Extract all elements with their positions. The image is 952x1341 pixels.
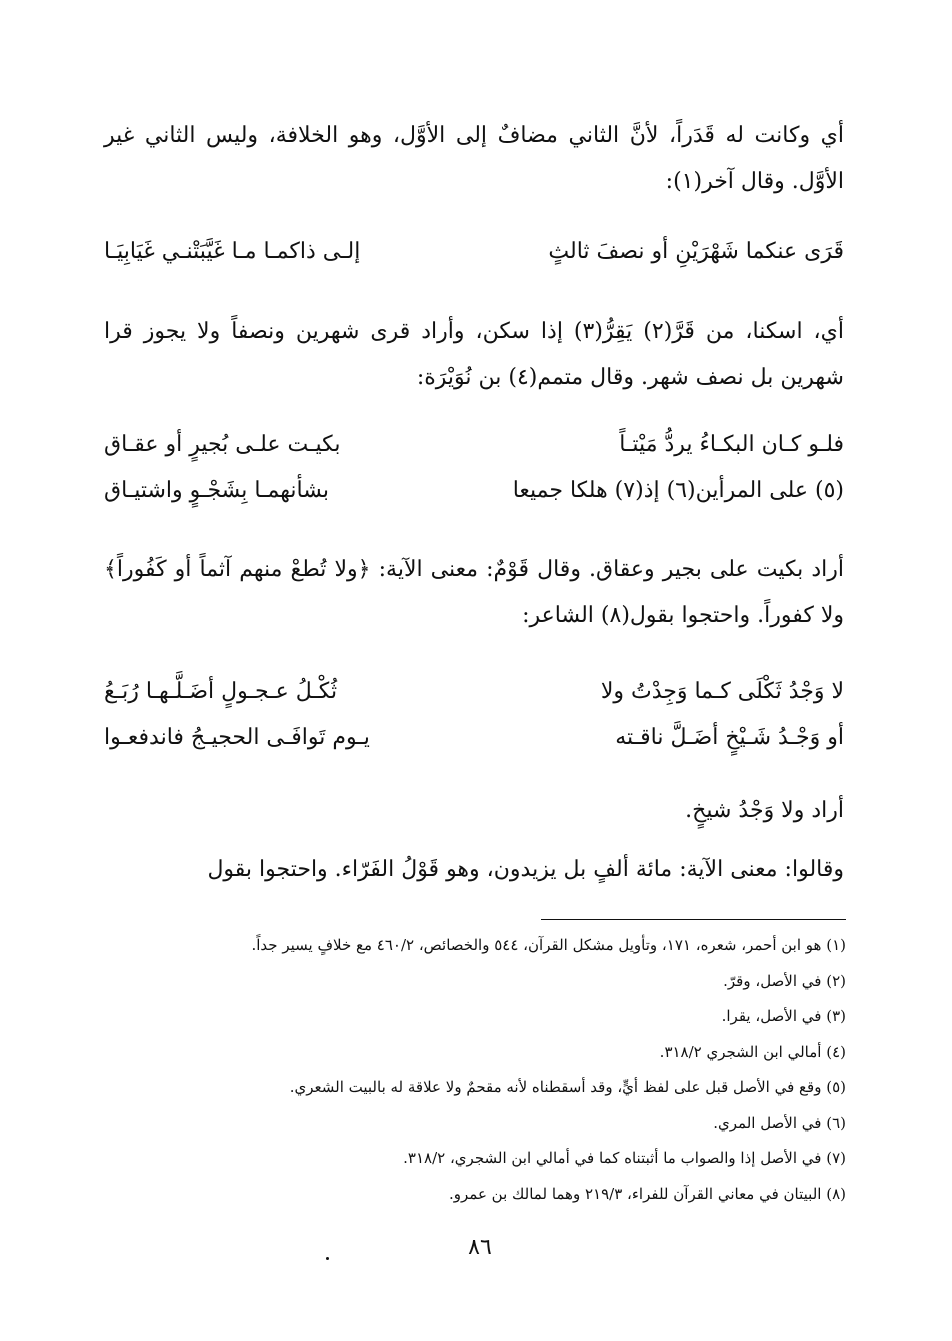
paragraph-2: أي، اسكنا، من قَرَّ(٢) يَقِرُّ(٣) إذا سكن، وأراد قرى شهرين ونصفاً ولا يجوز قرا شهرين بل نصف شهر. وقال متمم(٤) بن نُوَيْرَة: bbox=[104, 319, 844, 390]
paragraph-5: وقالوا: معنى الآية: مائة ألفٍ بل يزيدون، وهو قَوْلُ الفَرّاء. واحتجوا بقول bbox=[207, 857, 844, 882]
page-number: ٨٦ bbox=[468, 1235, 492, 1260]
verse-line-3 bbox=[104, 468, 844, 514]
verse-2-first-hemistich: فلـو كـان البكـاءُ يردُّ مَيْتـاً bbox=[619, 432, 844, 457]
footnote-6: (٦) في الأصل المري. bbox=[713, 1113, 846, 1132]
footnote-4: (٤) أمالي ابن الشجري ٣١٨/٢. bbox=[659, 1042, 846, 1061]
verse-line-1 bbox=[104, 229, 844, 275]
verse-line-2 bbox=[104, 422, 844, 468]
footnote-separator bbox=[541, 919, 846, 920]
verse-1-second-hemistich: إلـى ذاكمـا مـا غَيَّبَتْنـي غَيَابِيَـا bbox=[104, 239, 361, 264]
footnote-8: (٨) البيتان في معاني القرآن للفراء، ٢١٩/٣ وهما لمالك بن عمرو. bbox=[448, 1184, 846, 1203]
footnote-2: (٢) في الأصل، وقرّ. bbox=[723, 971, 846, 990]
footnotes bbox=[104, 928, 846, 1212]
verse-1-first-hemistich: قَرَى عنكما شَهْرَيْنِ أو نصفَ ثالثٍ bbox=[548, 239, 844, 264]
paragraph-1: أي وكانت له قَدَراً، لأنَّ الثاني مضافٌ إلى الأوَّل، وهو الخلافة، وليس الثاني غير الأوَّل. وقال آخر(١): bbox=[104, 123, 844, 194]
paragraph-3: أراد بكيت على بجير وعقاق. وقال قَوْمٌ: معنى الآية: ﴿ولا تُطعْ منهم آثماً أو كَفُوراً﴾ ولا كفوراً. واحتجوا بقول(٨) الشاعر: bbox=[104, 557, 844, 628]
verse-5-first-hemistich: أو وَجْـدُ شَـيْخٍ أضَـلَّ ناقـته bbox=[615, 725, 844, 750]
verse-5-second-hemistich: يـوم تَوافَـى الحجيـجُ فاندفعـوا bbox=[104, 725, 370, 750]
footnote-1: (١) هو ابن أحمر، شعره، ١٧١، وتأويل مشكل القرآن، ٥٤٤ والخصائص، ٤٦٠/٢ مع خلافٍ يسير جداً. bbox=[251, 936, 846, 954]
verse-line-4 bbox=[104, 669, 844, 715]
footnote-7: (٧) في الأصل إذا والصواب ما أثبتناه كما في أمالي ابن الشجري، ٣١٨/٢. bbox=[403, 1149, 846, 1167]
footnote-5: (٥) وقع في الأصل قبل على لفظ أيٍّ، وقد أسقطناه لأنه مقحمٌ ولا علاقة له بالبيت الشعري. bbox=[289, 1078, 846, 1096]
verse-3-second-hemistich: بشأنهمـا بِشَجْـوٍ واشتيـاق bbox=[104, 478, 329, 503]
verse-2-second-hemistich: بكيـت علـى بُجيرٍ أو عقـاق bbox=[104, 432, 341, 457]
stray-dot bbox=[326, 1257, 329, 1260]
paragraph-4: أراد ولا وَجْدُ شيخٍ. bbox=[685, 798, 844, 823]
footnote-3: (٣) في الأصل، يقرا. bbox=[721, 1007, 846, 1025]
verse-4-first-hemistich: لا وَجْدُ ثَكْلَى كـما وَجِدْتُ ولا bbox=[600, 679, 844, 704]
verse-4-second-hemistich: ثُكْـلُ عـجـولٍ أضَـلَّـهـا رُبَـعُ bbox=[104, 679, 338, 704]
verse-line-5 bbox=[104, 715, 844, 761]
verse-3-first-hemistich: (٥) على المرأين(٦) إذ(٧) هلكا جميعا bbox=[512, 478, 844, 503]
